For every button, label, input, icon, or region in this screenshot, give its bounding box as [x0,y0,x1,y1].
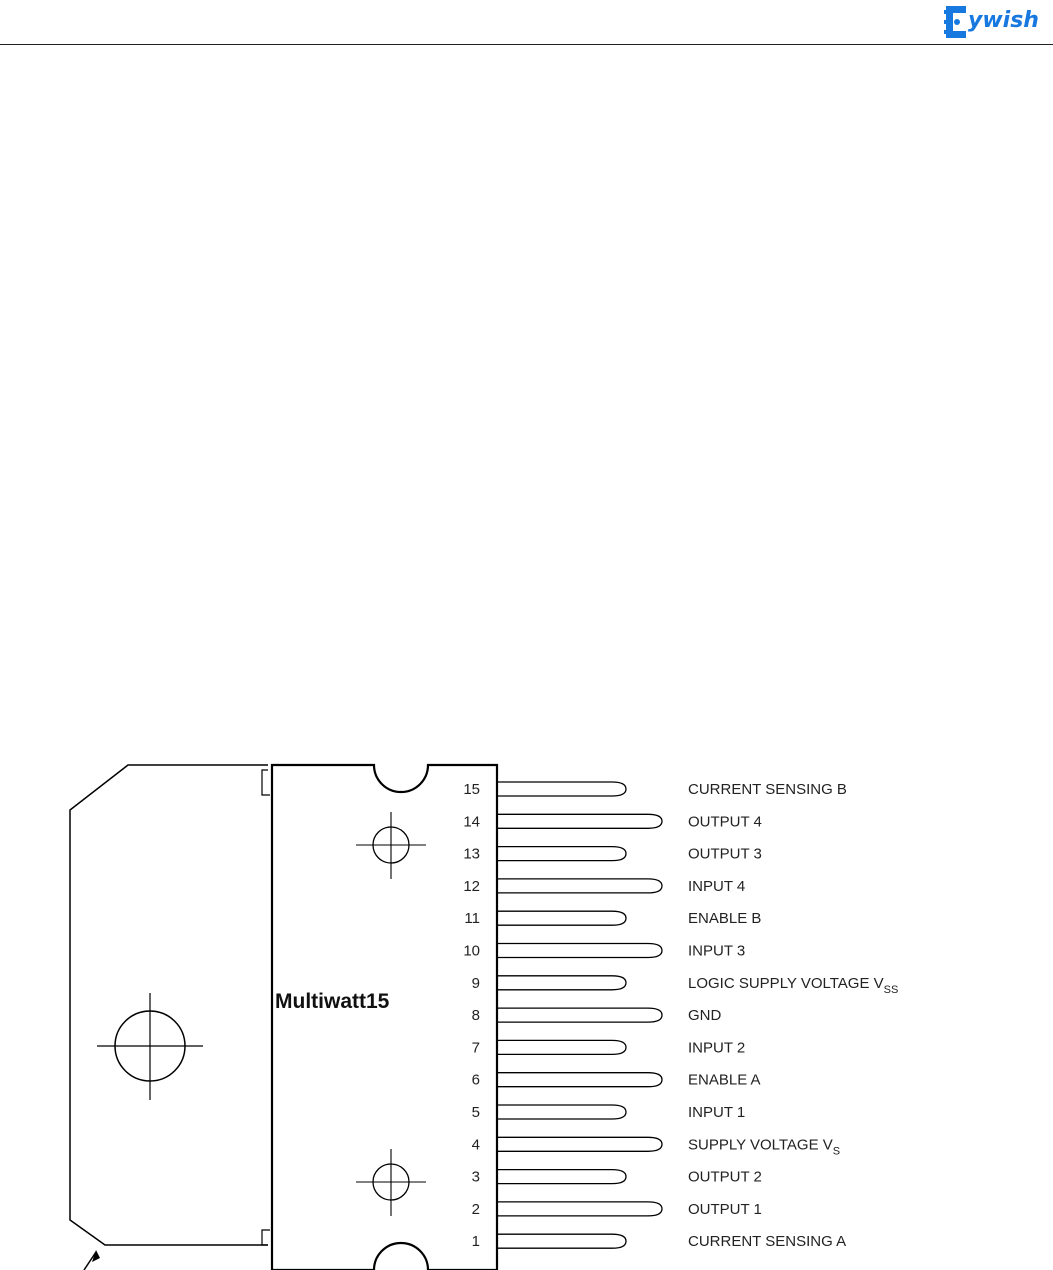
pin-lead [497,1040,626,1054]
pin-1 [472,1233,846,1250]
crosshair-bottom [356,1149,426,1216]
pin-lead [497,1234,626,1248]
pin-number: 8 [471,1007,480,1025]
pin-lead [497,782,626,796]
pin-label: INPUT 4 [688,877,746,895]
pin-list [463,781,898,1250]
heatsink-tab [70,765,268,1245]
pin-lead [497,814,662,828]
pin-lead [497,1073,662,1087]
pin-number: 1 [471,1233,480,1251]
pin-lead [497,1008,662,1022]
pin-lead [497,1202,662,1216]
pin-8 [472,1007,722,1024]
pin-label: ENABLE A [688,1071,761,1089]
pin-label: ENABLE B [688,910,762,928]
pin-15 [463,781,847,798]
cywish-logo [944,4,1044,40]
pin-10 [463,943,745,960]
pin-lead [497,879,662,893]
pin-label: OUTPUT 3 [688,845,762,863]
header-rule [0,44,1053,45]
pin-6 [472,1072,761,1089]
pin-label: LOGIC SUPPLY VOLTAGE $V_{SS}$ [688,974,899,996]
pin-number: 14 [463,813,480,831]
pin-lead [497,1170,626,1184]
pin-13 [463,846,762,863]
pin-number: 9 [471,974,480,992]
pin-11 [464,910,761,927]
pin-lead [497,976,626,990]
pin-number: 5 [471,1104,480,1121]
pin-number: 15 [463,781,480,798]
pin-5 [472,1104,746,1121]
pin-lead [497,847,626,861]
pin-label: SUPPLY VOLTAGE $V_S$ [688,1136,841,1158]
pin-2 [472,1201,762,1218]
crosshair-top [356,812,426,879]
pin-label: GND [688,1007,722,1025]
pin-number: 11 [464,910,480,928]
pin-number: 13 [463,845,480,863]
pin-lead [497,1137,662,1151]
pin-number: 10 [463,942,480,960]
pin-lead [497,944,662,958]
pin-label: INPUT 1 [688,1104,746,1121]
pin-number: 6 [471,1071,480,1089]
pin-label: OUTPUT 1 [688,1200,762,1218]
pin-14 [463,813,762,830]
pin-number: 4 [471,1136,480,1154]
pin-number: 3 [471,1168,480,1186]
pin-number: 2 [471,1200,480,1218]
pin-label: OUTPUT 2 [688,1168,762,1186]
logo-wordmark: ywish [968,8,1039,33]
mounting-hole-crosshair [97,993,203,1100]
pin-9 [472,975,899,996]
pin-label: INPUT 2 [688,1039,746,1057]
pin-number: 7 [471,1039,480,1057]
pin-label: CURRENT SENSING A [688,1233,847,1251]
gear-c-icon [944,4,970,40]
pin-lead [497,1105,626,1119]
pin-7 [472,1039,746,1056]
pin-label: INPUT 3 [688,942,746,960]
pin-number: 12 [463,877,480,895]
pin-12 [463,878,745,895]
pin-3 [472,1169,762,1186]
chip-body [272,765,497,1270]
pinout-diagram [0,750,1000,1270]
package-name: Multiwatt15 [275,990,390,1013]
pin-label: OUTPUT 4 [688,813,762,831]
pin-4 [472,1136,840,1157]
pin-lead [497,911,626,925]
pin-label: CURRENT SENSING B [688,781,847,798]
